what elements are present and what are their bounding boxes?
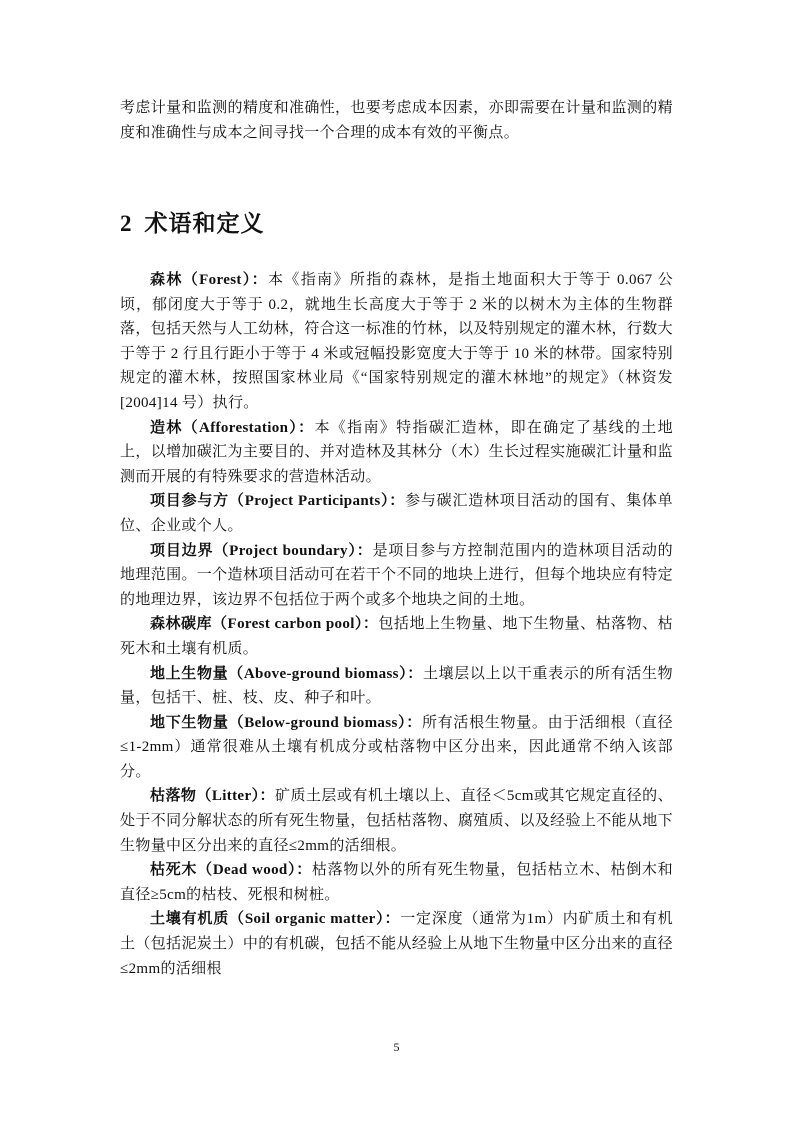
definition-term: 枯落物（Litter）：: [150, 788, 276, 805]
definition-text: 土壤层以上以干重表示的所有活生物量，包括干、桩、枝、皮、种子和叶。: [120, 665, 673, 707]
definition-forest-carbon-pool: [120, 612, 673, 661]
definition-forest: [120, 268, 673, 416]
section-title: 术语和定义: [144, 211, 265, 236]
definition-text: 参与碳汇造林项目活动的国有、集体单位、企业或个人。: [120, 493, 674, 534]
definition-text: 是项目参与方控制范围内的造林项目活动的地理范围。一个造林项目活动可在若干个不同的地块上进行，但每个地块应有特定的地理边界，该边界不包括位于两个或多个地块之间的土地。: [120, 542, 674, 608]
definition-term: 森林碳库（Forest carbon pool）：: [150, 616, 379, 633]
definition-text: 矿质土层或有机土壤以上、直径＜5cm或其它规定直径的、处于不同分解状态的所有死生物量，包括枯落物、腐殖质、以及经验上不能从地下生物量中区分出来的直径≤2mm的活细根。: [120, 788, 674, 854]
definition-project-participants: [120, 489, 673, 538]
definition-term: 项目边界（Project boundary）：: [150, 542, 373, 559]
definition-above-ground-biomass: [120, 662, 673, 711]
definition-project-boundary: [120, 539, 673, 613]
intro-paragraph: 考虑计量和监测的精度和准确性，也要考虑成本因素，亦即需要在计量和监测的精度和准确性与成本之间寻找一个合理的成本有效的平衡点。: [120, 100, 673, 141]
definition-text: 枯落物以外的所有死生物量，包括枯立木、枯倒木和直径≥5cm的枯枝、死根和树桩。: [120, 862, 673, 903]
definition-term: 土壤有机质（Soil organic matter）：: [150, 911, 401, 928]
definition-text: 本《指南》所指的森林，是指土地面积大于等于 0.067 公顷，郁闭度大于等于 0.2，就地生长高度大于等于 2 米的以树木为主体的生物群落，包括天然与人工幼林，符合这一标准的竹林，以及特别规定的灌木林，行数大于等于 2 行且行距小于等于 4 米或冠幅投影宽度大于等于 10 米的林带。国家特别规定的灌木林，按照国家林业局《“国家特别规定的灌木林地”的规定》（林资发[2004]14 号）执行。: [120, 272, 674, 411]
definition-text: 本《指南》特指碳汇造林，即在确定了基线的土地上，以增加碳汇为主要目的、并对造林及其林分（木）生长过程实施碳汇计量和监测而开展的有特殊要求的营造林活动。: [120, 419, 674, 485]
page-number: 5: [393, 1040, 400, 1054]
definition-term: 森林（Forest）：: [150, 272, 269, 288]
definition-dead-wood: [120, 858, 673, 907]
definition-term: 枯死木（Dead wood）：: [150, 862, 312, 879]
definition-afforestation: [120, 416, 673, 490]
definition-term: 造林（Afforestation）：: [150, 419, 315, 436]
definitions-list: [120, 268, 673, 981]
intro-block: [120, 96, 673, 145]
section-heading: [120, 205, 265, 238]
section-number: 2: [120, 211, 133, 236]
definition-term: 地上生物量（Above-ground biomass）：: [150, 665, 423, 682]
definition-text: 所有活根生物量。由于活细根（直径≤1-2mm）通常很难从土壤有机成分或枯落物中区分出来，因此通常不纳入该部分。: [120, 714, 673, 780]
definition-below-ground-biomass: [120, 711, 673, 785]
definition-term: 地下生物量（Below-ground biomass）：: [150, 714, 422, 731]
definition-litter: [120, 784, 673, 858]
definition-text: 包括地上生物量、地下生物量、枯落物、枯死木和土壤有机质。: [120, 616, 673, 657]
definition-text: 一定深度（通常为1m）内矿质土和有机土（包括泥炭土）中的有机碳，包括不能从经验上从地下生物量中区分出来的直径≤2mm的活细根: [120, 911, 673, 977]
definition-soil-organic-matter: [120, 907, 673, 981]
definition-term: 项目参与方（Project Participants）：: [150, 493, 406, 510]
